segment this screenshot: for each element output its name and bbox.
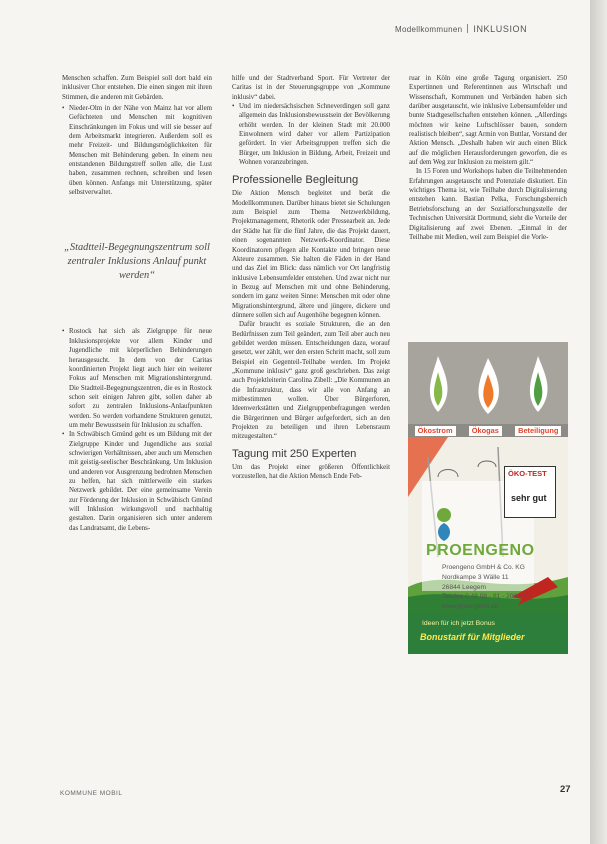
ad-tag-bar xyxy=(408,424,568,437)
bullet-schneverdingen: • Und im niedersächsischen Schneverdingen soll ganz allgemein das Inklusionsbewusstsein der Bevölkerung erhöht werden. In der kleinen Stadt mit 20.000 Einwohnern wird daher vor allem Partizipation gefördert. In vier Arbeitsgruppen treffen sich die Bürger, um Inklusion in Bildung, Arbeit, Freizeit und Wohnen voranzubringen. xyxy=(232,102,390,167)
subheading-tagung: Tagung mit 250 Experten xyxy=(232,447,357,460)
paragraph: Menschen schaffen. Zum Beispiel soll dort bald ein inklusiver Chor entstehen. Die einen singen mit ihren Stimmen, die anderen mit Gebärden. xyxy=(62,75,212,101)
bullet-rostock: • Rostock hat sich als Zielgruppe für neue Inklusionsprojekte vor allem Kinder und Jugendliche mit körperlichen Behinderungen herausgesucht. In dem von der Caritas koordinierten Projekt liegt auch hier ein weiterer Fokus auf Menschen mit Migrationshintergrund. Die Stadtteil-Begegnungszentren, die es in Rostock schon seit einigen Jahren gibt, sollen daher ab sofort zu zentralen Inklusions-Anlaufpunkten werden. So werden vorhandene Strukturen genutzt, um mehr Bewusstsein für Inklusion zu schaffen. xyxy=(62,327,212,430)
address-line: www.proengeno.de xyxy=(442,603,499,611)
advertisement-proengeno[interactable] xyxy=(408,342,568,654)
ad-footer-line: Ideen für ich jetzt Bonus xyxy=(422,620,495,627)
address-line: 26844 Leegem xyxy=(442,583,486,591)
column-2 xyxy=(232,74,390,481)
proengeno-logo: PROENGENO xyxy=(426,542,535,559)
subheading-begleitung: Professionelle Begleitung xyxy=(232,174,359,187)
pull-quote: „Stadtteil-Begegnungszentrum soll zentraler Inklusions Anlauf punkt werden“ xyxy=(64,242,210,282)
ad-address xyxy=(442,563,562,612)
paragraph: In 15 Foren und Workshops haben die Teilnehmenden Erfahrungen ausgetauscht und Potenziale diskutiert. Ein wichtiges Thema ist, wie Teilhabe durch Digitalisierung entstehen kann. Bastian Pelka, Forschungsbereich Betriebsforschung an der Sozialforschungsstelle der Technischen Universität Dortmund, sieht die Vorteile der Digitalisierung auf zwei Ebenen. „Einmal in der Teilhabe mit Medien, weil zum Beispiel die Vorle- xyxy=(409,168,567,241)
flame-icons xyxy=(408,342,568,424)
address-line: Proengeno GmbH & Co. KG xyxy=(442,564,525,571)
ad-tag: Ökostrom xyxy=(415,426,456,436)
paragraph: Um das Projekt einer größeren Öffentlichkeit vorzustellen, hat die Aktion Mensch Ende Feb- xyxy=(232,463,390,481)
column-1 xyxy=(62,74,212,533)
address-line: Telefon 0 48 08 - 81 - 200 - 100 xyxy=(442,593,535,601)
bullet-nieder-olm: • Nieder-Olm in der Nähe von Mainz hat vor allem Gefüchteten und Menschen mit kognitiven Einschränkungen im Fokus und will sie besser auf dem Arbeitsmarkt integrieren. Außerdem soll es mehr Freizeit- und Bildungsmöglichkeiten für Menschen mit Behinderung geben. In einem neu entstandenen Bildungstreff sollen alle, die Lust haben, zusammen rechnen, schreiben und lesen üben können. Anfangs mit Unterstützung, später selbstverwaltet. xyxy=(62,104,212,197)
logo-leaf-icon xyxy=(437,508,451,522)
bullet-schwaebisch-gmuend: • In Schwäbisch Gmünd geht es um Bildung mit der Zielgruppe Kinder und Jugendliche aus sozial schwierigen Verhältnissen, aber auch um Menschen mit geistig-seelischer Beschränkung. Um Inklusion und anderen vor Ausgrenzung bedrohten Menschen zu helfen, hat sich mittlerweile ein starkes Netzwerk gebildet. Der eine gemeinsame Verein zur Förderung der Inklusion in Schwäbisch Gmünd will Inklusion wirkungsvoll und nachhaltig gestalten. Darin organisieren sich unter anderem das Landratsamt, die Lebens- xyxy=(62,430,212,533)
header-divider xyxy=(467,24,468,33)
page-header xyxy=(395,24,527,34)
seal-rating: sehr gut xyxy=(511,493,547,503)
address-line: Nordkampe 3 Wälle 11 xyxy=(442,573,509,581)
footer-publication: KOMMUNE MOBIL xyxy=(60,790,123,797)
ad-footer-bonus: Bonustarif für Mitglieder xyxy=(420,632,525,642)
paragraph: ruar in Köln eine große Tagung organisiert. 250 Expertinnen und Referentinnen aus Wirtschaft und Wissenschaft, Kommunen und Verbänden haben sich darüber ausgetauscht, wie inklusive Lebensumfelder und bunte Stadtgesellschaften entstehen können. „Allerdings möchten wir keine Luftschlösser bauen, sondern realistisch bleiben“, sagt Armin von Buttlar, Vorstand der Aktion Mensch. „Deshalb haben wir auch einen Blick auf die möglichen Herausforderungen geworfen, die es auf dem Weg zur Inklusion zu meistern gilt.“ xyxy=(409,75,567,167)
paragraph: Dafür braucht es soziale Strukturen, die an den Bedürfnissen zum Teil geändert, zum Teil aber auch neu gebildet werden müssen. Entscheidungen dazu, worauf gesetzt, wer zählt, wer den ersten Schritt macht, soll zum Beispiel ein Gegenteil-Teilhabe werden. Im Projekt „Kommune inklusiv“ ganz groß geschrieben. Das zeigt auch Projektleiterin Carolina Zibell: „Die Kommunen an die Infrastruktur, dass wir alle von Anfang an mitbestimmen wollen. Über Bürgerforen, Ideenwerkstätten und Zielgruppenbefragungen werden die Bürgerinnen und Bürger aufgefordert, sich an den Projekten zu beteiligen und ihren Lebensraum mitzugestalten.“ xyxy=(232,321,390,441)
header-section: INKLUSION xyxy=(473,24,528,34)
seal-title: ÖKO-TEST xyxy=(508,469,547,478)
ad-tag: Beteiligung xyxy=(515,426,561,436)
ad-flames-banner xyxy=(408,342,568,424)
ad-footer xyxy=(408,613,568,654)
ad-tag: Ökogas xyxy=(469,426,502,436)
header-kicker: Modellkommunen xyxy=(395,25,463,34)
paragraph: Die Aktion Mensch begleitet und berät die Modellkommunen. Darüber hinaus bietet sie Schulungen zum Beispiel zum Thema Netzwerkbildung, Projektmanagement, Rhetorik oder Pressearbeit an. Jede der Städte hat für die fünf Jahre, die das Projekt dauert, einen sogenannten Netzwerk-Koordinator. Diese Koordinatoren pflegen alle Kontakte und bringen neue Akteure zusammen. Sie halten die Fäden in der Hand und das Ziel im Blick: dass nämlich vor Ort langfristig inklusive Lebensumfelder entstehen. Und zwar nicht nur in Bezug auf Menschen mit und ohne Behinderung, sondern im ganz weiten Sinne: Menschen mit oder ohne Migrationshintergrund, ältere und jüngere, dickere und dünnere sollen sich auf Augenhöhe begegnen können. xyxy=(232,190,390,319)
oeko-test-seal xyxy=(504,466,556,518)
paragraph: hilfe und der Stadtverband Sport. Für Vertreter der Caritas ist in der Steuerungsgruppe von „Kommune inklusiv“ dabei. xyxy=(232,75,390,101)
page-number: 27 xyxy=(560,784,571,795)
column-3 xyxy=(409,74,567,242)
